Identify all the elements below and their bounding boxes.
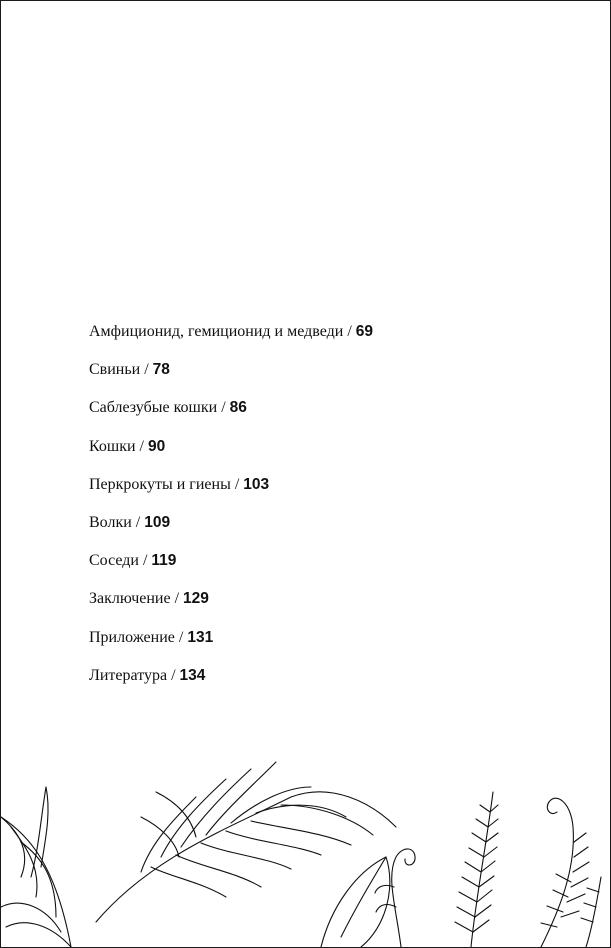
toc-entry bbox=[89, 397, 373, 435]
broad-leaf-icon bbox=[321, 857, 390, 947]
toc-separator: / bbox=[138, 552, 152, 570]
toc-page-number: 109 bbox=[144, 513, 171, 531]
palm-frond-center-icon bbox=[96, 762, 396, 922]
foliage-illustration-icon bbox=[1, 757, 610, 947]
toc-entry bbox=[89, 550, 373, 588]
toc-page-number: 131 bbox=[187, 628, 214, 646]
toc-entry-title: Заключение bbox=[89, 590, 171, 608]
toc-entry bbox=[89, 474, 373, 512]
toc-separator: / bbox=[217, 399, 230, 417]
palm-leaf-left-icon bbox=[1, 787, 71, 947]
fern-right-icon bbox=[541, 798, 601, 947]
toc-entry bbox=[89, 627, 373, 665]
toc-entry bbox=[89, 436, 373, 474]
toc-entry-title: Свиньи bbox=[89, 361, 141, 379]
toc-entry-title: Волки bbox=[89, 513, 132, 531]
toc-separator: / bbox=[167, 666, 180, 684]
toc-entry bbox=[89, 321, 373, 359]
fern-frond-icon bbox=[455, 792, 498, 947]
toc-entry-title: Амфиционид, гемиционид и медведи bbox=[89, 323, 344, 340]
toc-entry-title: Перкрокуты и гиены bbox=[89, 475, 231, 493]
toc-entry-title: Соседи bbox=[89, 552, 139, 570]
toc-page-number: 69 bbox=[355, 323, 374, 340]
toc-page-number: 78 bbox=[152, 361, 170, 379]
toc-entry bbox=[89, 512, 373, 550]
toc-separator: / bbox=[343, 323, 356, 340]
toc-separator: / bbox=[170, 590, 184, 608]
toc-entry-title: Приложение bbox=[89, 628, 175, 646]
toc-separator: / bbox=[131, 513, 145, 531]
toc-entry-title: Кошки bbox=[89, 437, 136, 455]
toc-page-number: 119 bbox=[151, 552, 177, 570]
toc-entry bbox=[89, 359, 373, 397]
toc-page-number: 134 bbox=[179, 666, 206, 684]
toc-page-number: 129 bbox=[183, 590, 209, 608]
toc-page-number: 103 bbox=[243, 475, 270, 493]
fiddlehead-fern-icon bbox=[375, 849, 415, 947]
toc-separator: / bbox=[174, 628, 188, 646]
toc-entry-title: Саблезубые кошки bbox=[89, 399, 218, 417]
toc-entry bbox=[89, 588, 373, 626]
toc-entry bbox=[89, 665, 373, 703]
toc-page-number: 90 bbox=[147, 437, 166, 455]
toc-separator: / bbox=[230, 475, 244, 493]
toc-separator: / bbox=[140, 361, 153, 379]
toc-entry-title: Литература bbox=[89, 666, 168, 684]
toc-separator: / bbox=[135, 437, 148, 455]
toc-page-number: 86 bbox=[229, 399, 247, 417]
table-of-contents bbox=[89, 321, 373, 703]
